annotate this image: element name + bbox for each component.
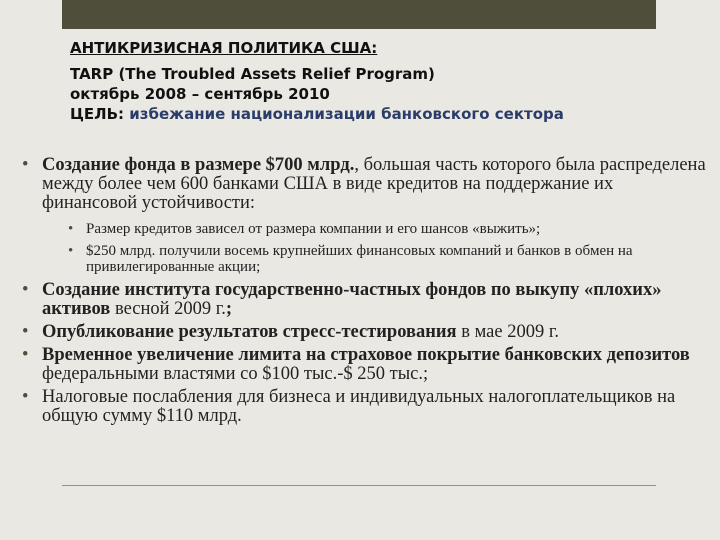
bullet-tail: ;: [225, 299, 233, 319]
sub-bullet-item: • Размер кредитов зависел от размера компании и его шансов «выжить»;: [68, 221, 712, 237]
bullet-item: [22, 323, 712, 342]
program-name: TARP (The Troubled Assets Relief Program): [70, 65, 435, 83]
bullet-bold: Временное увеличение лимита на страховое покрытие банковских депозитов: [42, 345, 690, 365]
bullet-item: [22, 281, 712, 319]
bottom-divider: [62, 485, 656, 486]
bullet-list: [22, 156, 712, 430]
bullet-bold: Создание института государственно-частных фондов по выкупу «плохих» активов: [42, 280, 662, 319]
slide-header: [70, 38, 630, 124]
goal-line: [70, 104, 630, 124]
slide-title: АНТИКРИЗИСНАЯ ПОЛИТИКА США:: [70, 39, 378, 57]
bullet-bold: Опубликование результатов стресс-тестирования: [42, 322, 457, 342]
bullet-item: [22, 156, 712, 275]
bullet-text: федеральными властями со $100 тыс.-$ 250 тыс.;: [42, 364, 429, 384]
bullet-item: [22, 346, 712, 384]
program-period: октябрь 2008 – сентябрь 2010: [70, 85, 330, 103]
goal-text: избежание национализации банковского сектора: [129, 105, 564, 123]
bullet-text: Налоговые послабления для бизнеса и индивидуальных налогоплательщиков на общую сумму $110 млрд.: [42, 387, 676, 426]
goal-label: ЦЕЛЬ:: [70, 105, 125, 123]
bullet-text: в мае 2009 г.: [456, 322, 559, 342]
top-decorative-bar: [62, 0, 656, 29]
bullet-item: [22, 388, 712, 426]
bullet-text: , большая часть которого была распределена между более чем 600 банками США в виде кредитов на поддержание их финансовой устойчивости:: [42, 155, 706, 213]
sub-list: [68, 221, 712, 275]
sub-bullet-item: • $250 млрд. получили восемь крупнейших финансовых компаний и банков в обмен на привилегированные акции;: [68, 243, 712, 275]
bullet-bold: Создание фонда в размере $700 млрд.: [42, 155, 355, 175]
bullet-text: весной 2009 г.: [110, 299, 226, 319]
